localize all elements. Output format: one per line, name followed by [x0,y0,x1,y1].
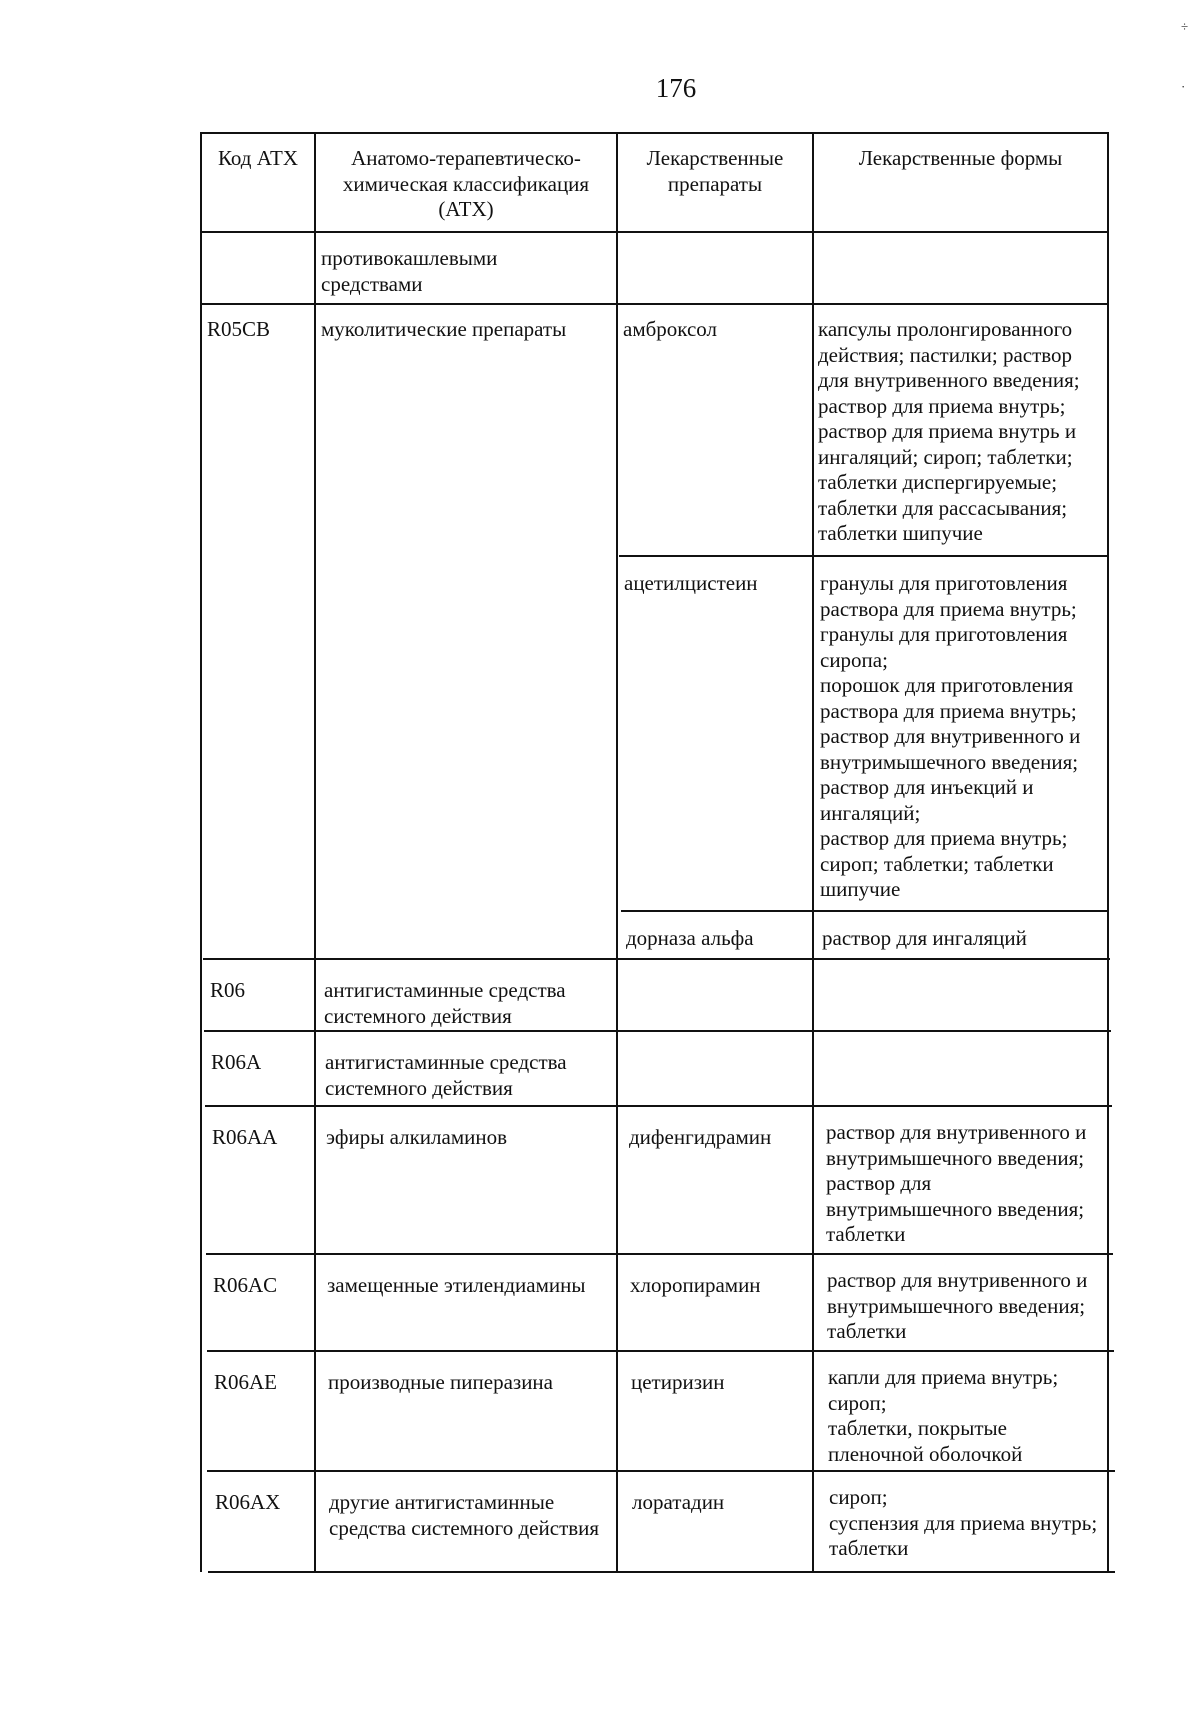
table-rule [207,1350,1114,1352]
row-classification: антигистаминные средства системного действия [324,978,566,1028]
scan-mark-top: ÷ [1181,19,1189,34]
row-forms: сироп; суспензия для приема внутрь; таблетки [829,1485,1098,1560]
table-rule [200,132,1108,134]
table-rule [208,1571,1115,1573]
row-drug: цетиризин [631,1370,725,1394]
row-drug: дифенгидрамин [629,1125,772,1149]
table-rule [621,910,1109,912]
row-code: R06AC [213,1273,278,1297]
table-rule [204,1030,1111,1032]
table-rule [619,555,1108,557]
row-drug: амброксол [623,317,717,341]
row-drug: дорназа альфа [626,926,754,950]
row-drug: ацетилцистеин [624,571,758,595]
row-forms: капли для приема внутрь; сироп; таблетки, покрытые пленочной оболочкой [828,1365,1059,1466]
row-classification: производные пиперазина [328,1370,553,1394]
row-forms: раствор для внутривенного и внутримышечного введения; раствор для внутримышечного введения; таблетки [826,1120,1087,1246]
row-code: R06AA [212,1125,278,1149]
row-code: R05CB [207,317,271,341]
row-code: R06AE [214,1370,277,1394]
table-rule [812,132,814,1572]
table-rule [200,132,202,1572]
row-classification: противокашлевыми средствами [321,246,498,296]
row-classification: муколитические препараты [321,317,567,341]
row-classification: антигистаминные средства системного действия [325,1050,567,1100]
table-rule [201,303,1108,305]
table-rule [206,1253,1113,1255]
header-drugs: Лекарственные препараты [646,146,784,196]
table-rule [200,231,1108,233]
row-forms: раствор для ингаляций [822,926,1027,950]
scan-mark-side: · [1181,79,1186,94]
header-code: Код АТХ [217,146,299,170]
row-forms: раствор для внутривенного и внутримышечного введения; таблетки [827,1268,1088,1343]
header-forms: Лекарственные формы [858,146,1063,170]
table-rule [207,1470,1115,1472]
row-drug: хлоропирамин [630,1273,761,1297]
table-rule [203,958,1110,960]
row-forms: капсулы пролонгированного действия; пастилки; раствор для внутривенного введения; раствор для приема внутрь; раствор для приема внутрь и ингаляций; сироп; таблетки; таблетки диспергируемые; таблетки для рассасывания; таблетки шипучие [818,317,1080,545]
page-number: 176 [655,73,697,103]
row-forms: гранулы для приготовления раствора для приема внутрь; гранулы для приготовления сиропа; порошок для приготовления раствора для приема внутрь; раствор для внутривенного и внутримышечного введения; раствор для инъекций и ингаляций; раствор для приема внутрь; сироп; таблетки; таблетки шипучие [820,571,1081,901]
row-classification: замещенные этилендиамины [327,1273,586,1297]
row-drug: лоратадин [632,1490,725,1514]
table-rule [205,1105,1112,1107]
row-classification: другие антигистаминные средства системного действия [329,1490,600,1540]
row-code: R06AX [215,1490,281,1514]
row-classification: эфиры алкиламинов [326,1125,508,1149]
table-rule [314,132,316,1572]
row-code: R06A [211,1050,262,1074]
header-classification: Анатомо-терапевтическо- химическая классификация (АТХ) [342,146,590,221]
row-code: R06 [210,978,246,1002]
table-rule [616,132,618,1572]
